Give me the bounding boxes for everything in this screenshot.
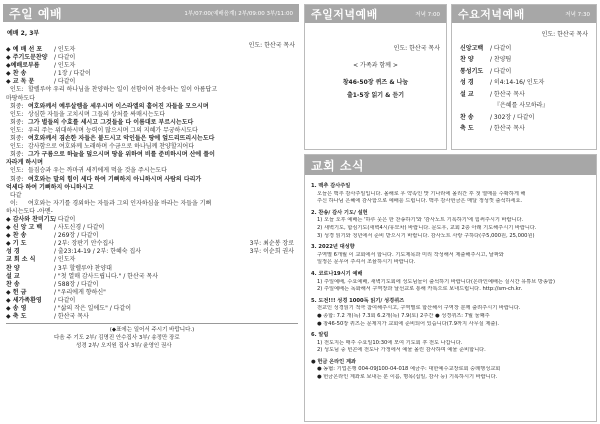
order2-row (6, 256, 298, 264)
order2-label: 교 회 소 식 (6, 256, 36, 264)
news-item (311, 271, 590, 294)
wed2-value: / 302장 / 다같이 (490, 113, 535, 121)
responsive-speaker: 회중: (10, 135, 24, 143)
order2-row (6, 313, 298, 321)
next-week-prayer: 다음 주 기도 2부/ 김명진 안수집사 3부/ 송정만 장로 (54, 335, 180, 342)
news-item-heading: 3. 2022년 대성향 (311, 244, 355, 251)
news-item-line: 3) 성경 읽기와 청년에서 준비 받으시기 바랍니다. 감사노트 사랑 구하다(주5,000원, 25,000원) (317, 232, 535, 239)
order-label: ◆ 예 배 선 포 (6, 46, 43, 53)
wed-row (460, 89, 588, 101)
order2-row (6, 248, 298, 256)
responsive-line (6, 176, 298, 184)
order2-row (6, 216, 298, 224)
responsive-text: 들짐승과 우는 까마귀 새끼에게 먹을 것을 주시는도다 (28, 167, 167, 175)
order2-label: 설 교 (6, 272, 20, 280)
news-item-line: 2) 새벽기도, 합심기도(새벽4시/유모차) 바랍니다. 문도우, 교회 2층 아래 기도해주시기 바랍니다. (317, 224, 537, 231)
wed-row (460, 54, 588, 66)
order2-row (6, 273, 298, 281)
news-item (311, 332, 590, 355)
order2-value: / "첫 열매 감사드립니다." / 한산국 목사 (54, 272, 159, 280)
news-header (305, 155, 596, 175)
responsive-line (6, 103, 298, 111)
order-row (6, 54, 298, 62)
order2-label: 찬 양 (6, 264, 20, 272)
responsive-speaker: 인도: (10, 126, 24, 134)
news-item-heading: 5. 도전!!! 성경 1000독 읽기/ 성경퀴즈 (311, 297, 405, 304)
responsive-text: 상심한 자들을 고치시며 그들의 상처를 싸매시는도다 (28, 110, 166, 118)
news-item-line: ● 헌금온라인 계좌로 보내는 분 이름, 명목(십일, 감사 등) 기록하시기 바랍니다. (317, 374, 498, 381)
responsive-line (6, 86, 298, 94)
order-label: ◆ 찬 송 (6, 70, 27, 78)
news-item-line: 2) 성도님 중 빈곤에 전도나 가정에서 예물 올린 감사하며 예물 준비합니다. (317, 347, 486, 354)
responsive-speaker: 회중: (10, 175, 24, 183)
order2-value: / 다같이 (54, 215, 76, 223)
news-item-line: 오늘은 맥추 감사주일입니다. 올해로 우 약속인 맛 기나라에 올리간 후 첫 열매를 수확하게 해 (317, 190, 526, 197)
wed-label: 신앙고백 (460, 44, 484, 52)
news-item-line: 일정은 문우어 주셔서 조율하시기 바랍니다. (317, 259, 416, 266)
news-item-line: 구역별 6개월 이 교회에서 합니다. 기도제목과 미리 작성해서 제출해주시고, 날짜와 (317, 251, 504, 258)
wed2-value: / 한산국 목사 (490, 125, 525, 132)
evening-title: 주일저녁예배 (311, 8, 378, 21)
sunday-preacher: 인도: 한산국 목사 (248, 42, 295, 49)
wed-value: / 다같이 (490, 44, 512, 52)
news-item (311, 183, 590, 206)
news-item-line: 주신 하나님 은혜에 감사함으로 예배를 드립니다. 맥추 감사헌금은 매달 정성껏 출석하세요. (317, 198, 523, 205)
evening-line-1: 창46-50장 퀴즈 & 나눔 (342, 79, 409, 86)
news-item-heading: 6. 알림 (311, 332, 329, 339)
responsive-speaker: 회중: (10, 102, 24, 110)
news-item (311, 298, 590, 328)
wed2-label: 찬 송 (460, 113, 474, 121)
responsive-text: 여호와는 자기를 경외하는 자들과 그의 인자하심을 바라는 자들을 기뻐 (28, 199, 212, 207)
responsive-line (6, 111, 298, 119)
next-week-scripture: 성경 2부/ 오지원 집사 3부/ 윤영인 권사 (76, 343, 172, 350)
order2-label: ◆ 송 영 (6, 305, 27, 312)
order-row (6, 46, 298, 54)
order2-label: 찬 송 (6, 280, 20, 288)
news-item-heading: 4. 코로나19시기 예배 (311, 270, 363, 277)
order2-label: ◆ 헌 금 (6, 288, 27, 296)
responsive-text: 그가 구름으로 하늘을 덮으시며 땅을 위하여 비를 준비하시며 산에 풀이 (28, 151, 215, 159)
order2-row (6, 289, 298, 297)
news-item-heading: 1. 맥추 감사주일 (311, 183, 351, 189)
order2-value: / 인도자 (54, 256, 76, 264)
order2-label: ◆ 세가족환영 (6, 296, 42, 304)
news-item (311, 244, 590, 267)
order2-label: ◆ 축 도 (6, 313, 27, 321)
responsive-line (6, 135, 298, 143)
service-part: 예배 2, 3부 (7, 30, 40, 37)
wednesday-order (452, 23, 596, 135)
sunday-header (3, 4, 299, 22)
order2-label: ◆ 찬 송 (6, 232, 27, 240)
order2-value: / 사도신경 / 다같이 (54, 224, 105, 232)
order-value: / 인도자 (54, 46, 76, 53)
news-item-line: 1) 전도지는 매주 수요일10:30에 모여 기도회 후 전도 나갑니다. (317, 339, 463, 346)
sunday-evening-box (304, 4, 447, 150)
responsive-line (6, 119, 298, 127)
responsive-speaker: 회중: (10, 151, 24, 159)
order-label: ◆예배로부름 (6, 62, 40, 70)
news-item-heading: ● 헌금 온라인 계좌 (311, 358, 357, 365)
responsive-line (6, 167, 298, 175)
responsive-continued: 자라게 하시며 (6, 159, 43, 167)
sunday-title: 주일 예배 (9, 6, 63, 21)
stand-note: (◆표에는 일어서 주시기 바랍니다.) (109, 327, 195, 334)
news-item-line: 1) 오늘 오후 예배는 '하루 웃은 한 찬송하기'와 '감사노트 기록하기'에 힘써주시기 바랍니다. (317, 217, 524, 224)
wednesday-preacher: 인도: 한산국 목사 (541, 31, 588, 38)
wed2-row (460, 112, 588, 124)
responsive-text: 여호와께서 겸손한 자들은 붙드시고 악인들은 땅에 엎드리뜨리시는도다 (28, 135, 215, 143)
responsive-speaker: 인도: (10, 110, 24, 118)
wed-value: / 다같이 (490, 67, 512, 75)
wed-label: 성 경 (460, 79, 474, 86)
church-news-section (304, 154, 597, 422)
evening-line-2: 출1-5장 읽기 & 듣기 (346, 92, 405, 99)
evening-time: 저녁 7:00 (415, 12, 440, 18)
responsive-line (6, 143, 298, 151)
order2-value: / 2부: 장판기 안수집사 (54, 240, 114, 248)
responsive-line (6, 192, 298, 208)
evening-theme: < 가족과 함께 > (353, 62, 398, 69)
responsive-continued: 마땅하도다 (6, 94, 35, 102)
order2-value: / 588장 / 다같이 (54, 280, 99, 288)
responsive-speaker: 인도: (10, 143, 24, 151)
sunday-times: 1부/07:00(예배음계) 2부/09:00 3부/11:00 (184, 11, 293, 17)
news-item (311, 359, 590, 382)
sunday-service-section (3, 4, 299, 422)
order2-value: / 한산국 목사 (54, 313, 89, 321)
wed-label: 찬 양 (460, 56, 474, 63)
responsive-line (6, 127, 298, 135)
wed-value: / 히4:14-16/ 인도자 (490, 79, 545, 86)
order2-value: / 출23:14-19 / 2부: 한혜숙 집사 (54, 248, 142, 256)
responsive-continued: 억세다 하여 기뻐하지 아니하시고 (6, 183, 94, 191)
news-item-line: ● 창46-50장 퀴즈는 문제지가 교회에 준비되어 있습니다(7.9까지 사무실 제출). (317, 320, 500, 327)
order2-row (6, 265, 298, 273)
wed2-label: 축 도 (460, 125, 474, 132)
wed-value: / 한산국 목사 (490, 90, 525, 98)
responsive-text: 할렐루야 우리 하나님을 찬양하는 일이 선함이여 찬송하는 일이 아름답고 (28, 86, 218, 94)
order-value: / 다같이 (54, 78, 76, 86)
wednesday-time: 저녁 7:30 (565, 12, 590, 18)
order-value: / 다같이 (54, 54, 76, 62)
order2-extra: 3부: 이순희 권사 (249, 248, 294, 256)
news-title: 교회 소식 (311, 158, 365, 173)
responsive-speaker: 인도: (10, 86, 24, 94)
order2-value: / 3부 할렐루야 찬양대 (54, 264, 112, 272)
order-row (6, 62, 298, 70)
wed-value: / 찬양팀 (490, 56, 512, 63)
wednesday-title: 수요저녁예배 (458, 8, 525, 21)
news-item-line: ● 농협: 기업은행 004-09J100-04-018 예금주: 대한예수교장로회 숭례행성교회 (317, 366, 501, 373)
responsive-text: 여호와께서 예루살렘을 세우시며 이스라엘의 흩어진 자들을 모으시며 (28, 102, 209, 110)
wed-row (460, 43, 588, 55)
wednesday-header (452, 5, 596, 23)
news-body (305, 175, 596, 382)
order-label: ◆ 교 독 문 (6, 78, 35, 86)
order2-label: ◆ 신 앙 고 백 (6, 224, 43, 232)
order-row (6, 70, 298, 78)
evening-header (305, 5, 446, 23)
responsive-text: 감사함으로 여호와께 노래하며 수금으로 하나님께 찬양할지어다 (28, 143, 195, 151)
order2-value: / "삶의 작은 일에도" / 다같이 (54, 305, 132, 312)
order-value: / 인도자 (54, 62, 76, 70)
responsive-text: 그가 별들의 수효를 세시고 그것들을 다 이름대로 부르시는도다 (28, 118, 194, 126)
news-item-line: 전교인 성경읽기 적극 참여해주시고, 구역별로 합산해서 구역장 분께 출려주시기 바랍니다. (317, 305, 521, 312)
order2-row (6, 281, 298, 289)
responsive-line (6, 151, 298, 159)
evening-preacher: 인도: 한산국 목사 (393, 45, 440, 52)
order-value: / 1장 / 다같이 (54, 70, 91, 78)
responsive-text: 여호와는 말의 힘이 세다 하여 기뻐하지 아니하시며 사람의 다리가 (28, 175, 202, 183)
news-item-line: 2) 주일예배는 녹화해서 구역장과 날선교로 통해 카톡으로 보내드립니다. http://sm-ch.kr. (317, 286, 523, 293)
wed-row (460, 66, 588, 78)
news-item-heading: 2. 찬송/ 감사 기도/ 설헌 (311, 209, 368, 216)
responsive-speaker: 다같이: (10, 191, 22, 207)
responsive-speaker: 회중: (10, 118, 24, 126)
wed-label: 통성기도 (460, 67, 484, 75)
order-of-service (6, 46, 298, 350)
news-item-line: ● 종합: 7.2 개(독) 7.3회 6.2개(독) 7.9(토) 2주간 ● 성경퀴즈: 7월 둘째주 (317, 312, 490, 319)
divider (6, 323, 298, 324)
responsive-speaker: 인도: (10, 167, 24, 175)
responsive-text: 우리 주는 위대하시며 능력이 많으시며 그의 지혜가 무궁하시도다 (28, 126, 198, 134)
wednesday-sermon-title: 『은혜를 사모하라』 (494, 102, 549, 109)
wed-label: 설 교 (460, 90, 474, 98)
wed-row (460, 77, 588, 89)
news-item-line: 1) 주일예배, 수요예배, 새벽기도회에 성도님들이 출석하기 바랍니다(온라인예배는 실시간 유튜브 방송함) (317, 278, 555, 285)
order2-label: ◆ 기 도 (6, 240, 27, 248)
order2-row (6, 224, 298, 232)
order2-value: / 다같이 (54, 296, 76, 304)
news-item (311, 210, 590, 240)
order2-label: 성 경 (6, 248, 20, 256)
responsive-continued: 하시는도다 -아멘- (6, 207, 53, 215)
order2-row (6, 305, 298, 313)
wednesday-box (451, 4, 597, 150)
order2-row (6, 297, 298, 305)
order2-label: ◆ 감사와 찬미기도 (6, 215, 56, 223)
order2-value: / "우리에게 향하신" (54, 288, 106, 296)
order-label: ◆ 주기도문찬양 (6, 54, 48, 62)
order2-value: / 269장 / 다같이 (54, 232, 99, 240)
order2-extra: 3부: 최순봉 장로 (249, 240, 294, 248)
wed2-row (460, 123, 588, 135)
